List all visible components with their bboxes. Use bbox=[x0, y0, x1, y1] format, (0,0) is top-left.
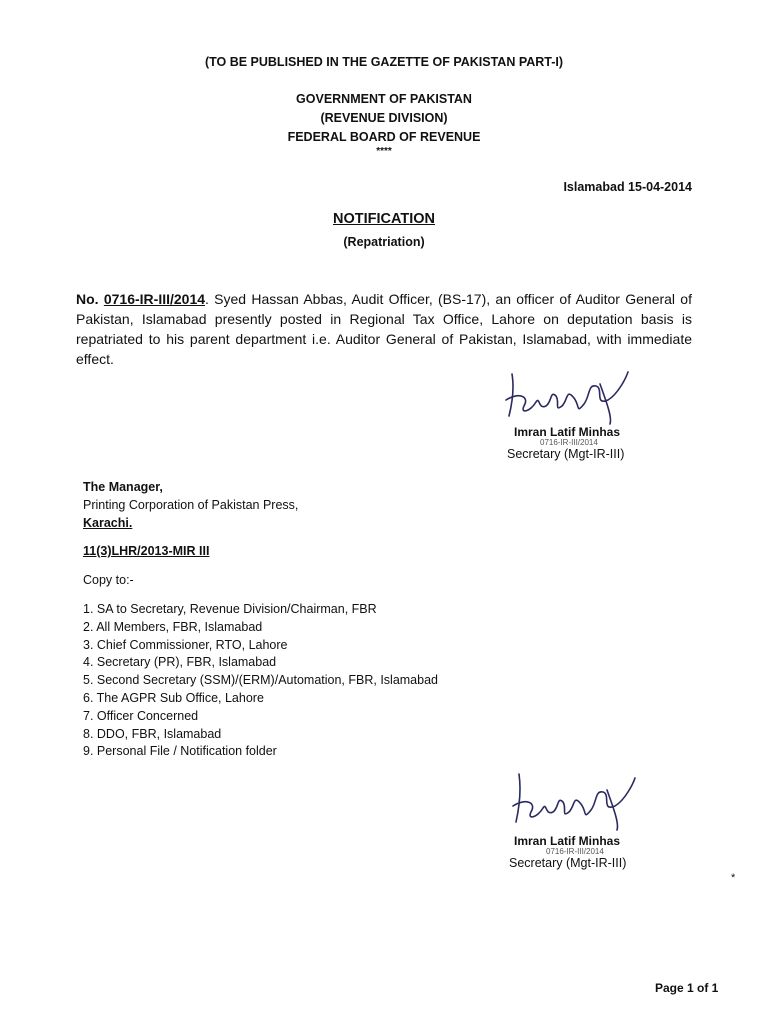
list-item: 4. Secretary (PR), FBR, Islamabad bbox=[83, 655, 277, 670]
asterisk-mark: * bbox=[731, 872, 736, 884]
notification-body bbox=[76, 289, 692, 369]
signature1-ref: 0716-IR-III/2014 bbox=[540, 438, 598, 447]
notification-text: . Syed Hassan Abbas, Audit Officer, (BS-17), an officer of Auditor General of Pakistan, Islamabad presently posted in Regional Tax Office, Lahore on deputation basis is repatriated to his parent department i.e. Auditor General of Pakistan, Islamabad, with immediate effect. bbox=[76, 291, 692, 367]
signature-image-2 bbox=[505, 768, 645, 834]
list-item: 5. Second Secretary (SSM)/(ERM)/Automation, FBR, Islamabad bbox=[83, 673, 438, 688]
copy-to-list bbox=[83, 601, 683, 761]
list-item: 6. The AGPR Sub Office, Lahore bbox=[83, 690, 264, 705]
page-number: Page 1 of 1 bbox=[655, 981, 719, 995]
signature2-ref: 0716-IR-III/2014 bbox=[546, 847, 604, 856]
place-date: Islamabad 15-04-2014 bbox=[563, 180, 692, 194]
list-item: 8. DDO, FBR, Islamabad bbox=[83, 726, 222, 741]
list-item: 9. Personal File / Notification folder bbox=[83, 744, 277, 759]
board-heading: FEDERAL BOARD OF REVENUE bbox=[287, 130, 481, 144]
list-item: 1. SA to Secretary, Revenue Division/Chairman, FBR bbox=[83, 602, 377, 616]
copy-to-label: Copy to:- bbox=[83, 573, 134, 587]
notification-no-value: 0716-IR-III/2014 bbox=[103, 291, 206, 307]
signature2-designation: Secretary (Mgt-IR-III) bbox=[509, 856, 627, 870]
addressee-title: The Manager, bbox=[83, 480, 163, 494]
notification-subtitle: (Repatriation) bbox=[343, 235, 425, 249]
notification-no-label: No. bbox=[76, 291, 99, 307]
gazette-heading: (TO BE PUBLISHED IN THE GAZETTE OF PAKISTAN PART-I) bbox=[204, 55, 564, 69]
addressee-org: Printing Corporation of Pakistan Press, bbox=[83, 498, 299, 512]
signature-image-1 bbox=[500, 366, 640, 428]
list-item: 7. Officer Concerned bbox=[83, 708, 199, 723]
signature1-designation: Secretary (Mgt-IR-III) bbox=[507, 447, 625, 461]
addressee-city: Karachi. bbox=[83, 516, 133, 530]
list-item: 3. Chief Commissioner, RTO, Lahore bbox=[83, 637, 288, 652]
signature1-name: Imran Latif Minhas bbox=[514, 425, 621, 439]
reference-number: 11(3)LHR/2013-MIR III bbox=[83, 544, 210, 558]
government-heading: GOVERNMENT OF PAKISTAN bbox=[296, 92, 472, 106]
division-heading: (REVENUE DIVISION) bbox=[320, 111, 448, 125]
signature2-name: Imran Latif Minhas bbox=[514, 834, 621, 848]
notification-title: NOTIFICATION bbox=[332, 211, 436, 227]
stars-divider: **** bbox=[376, 146, 392, 157]
list-item: 2. All Members, FBR, Islamabad bbox=[83, 619, 263, 634]
